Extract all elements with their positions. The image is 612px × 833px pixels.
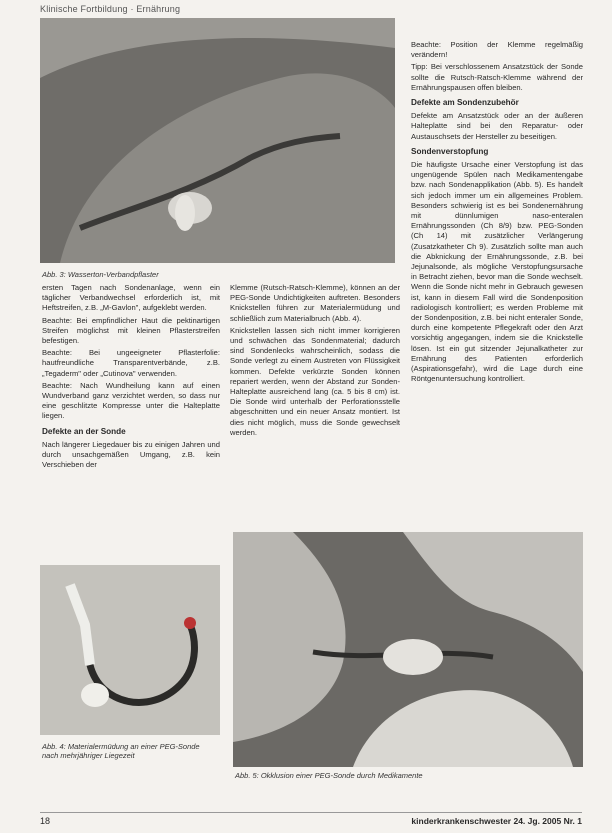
col1-paragraph: Beachte: Bei empfindlicher Haut die pektinartigen Streifen möglichst mit kleinen Pflasterstreifen befestigen. [42,315,220,346]
col1-paragraph: ersten Tagen nach Sondenanlage, wenn ein täglicher Verbandwechsel erforderlich ist, mit Heftstreifen, z.B. „M-Gavlon", aufgeklebt werden. [42,283,220,313]
figure-5-photo [233,532,583,767]
col3-tip: Tipp: Bei verschlossenem Ansatzstück der Sonde sollte die Rutsch-Ratsch-Klemme während der Ernährungspausen offen bleiben. [411,62,583,92]
col2-paragraph: Klemme (Rutsch-Ratsch-Klemme), können an der PEG-Sonde Undichtigkeiten auftreten. Besonders Knickstellen führen zur Materialermüdung und schließlich zum Materialbruch (Abb. 4). [230,283,400,323]
figure-5-image [233,532,583,767]
col1-heading: Defekte an der Sonde [42,426,126,436]
col2-paragraph: Knickstellen lassen sich nicht immer korrigieren und schwächen das Sondenmaterial; dadurch sind Sondenlecks wahrscheinlich, sodass die Sonde verlegt zu einem Austreten von Flüssigkeit kommen. Defekte verkürzte Sonden können repariert werden, wenn der Abstand zur Sonden-Halteplatte ausreichend lang (ca. 5 bis 8 cm) ist. Die Sonde wird unterhalb der Perforationsstelle abgeschnitten und ein neuer Ansatz montiert. Ist dies nicht möglich, muss die Sonde gewechselt werden. [230,325,400,437]
col3-heading-1: Defekte am Sondenzubehör [411,98,519,108]
col1-paragraph: Beachte: Nach Wundheilung kann auf einen Wundverband ganz verzichtet werden, so dass nur eine geschlitzte Kompresse unter die Halteplatte liegen. [42,380,220,421]
page-number: 18 [40,816,51,826]
col3-text-1: Defekte am Ansatzstück oder an der äußeren Halteplatte sind bei den Reparatur- oder Austauschsets der Hersteller zu beseitigen. [411,111,583,141]
col3-intro: Beachte: Position der Klemme regelmäßig verändern! [411,40,583,60]
figure-3-image [40,18,395,263]
column-2 [230,283,400,440]
figure-3-photo [40,18,395,263]
column-1 [42,283,220,472]
running-header: Klinische Fortbildung · Ernährung [40,4,181,14]
magazine-footer: kinderkrankenschwester 24. Jg. 2005 Nr. 1 [411,816,582,826]
figure-4-photo [40,565,220,735]
col1-paragraph: Nach längerer Liegedauer bis zu einigen Jahren und durch unsachgemäßen Umgang, z.B. kein Verschieben der [42,439,220,470]
col3-text-2: Die häufigste Ursache einer Verstopfung ist das ungenügende Spülen nach Medikamentengabe bzw. nach Sondenapplikation (Abb. 5). Es handelt sich jedoch immer um ein allgemeines Problem. Besonders schwierig ist es bei Sondenernährung mit dünnlumigen naso-enteralen Ernährungssonden (Ch 8/9) bzw. PEG-Sonden (Ch 14) mit zusätzlicher Verlängerung (Zusatzkatheter Ch 9). Zusätzlich sollte man auch die Abknickung der Ernährungssonde, z.B. bei Jejunalsonde, als mögliche Verstopfungsursache in Betracht ziehen, bevor man die Sonde wechselt. Wenn die Sonde nicht mehr in Gebrauch gewesen ist, kann in diesem Fall wird die Sondenposition radiologisch kontrolliert; es werden Probleme mit der Sondenposition, z.B. bei nicht enteraler Sonde, durch eine kompetente Pflegekraft oder den Arzt vorsichtig angegangen, indem sie die Knickstelle lösen. Ist ein gut sitzender Jejunalkatheter zur Ernährung des Patienten erforderlich (Aspirationsgefahr), wird die Lage durch eine Röntgenuntersuchung kontrolliert. [411,160,583,384]
col3-heading-2: Sondenverstopfung [411,146,489,156]
figure-4-image [40,565,220,735]
column-3 [411,40,583,387]
figure-5-caption: Abb. 5: Okklusion einer PEG-Sonde durch Medikamente [235,771,423,780]
col1-paragraph: Beachte: Bei ungeeigneter Pflasterfolie: hautfreundliche Transparentverbände, z.B. „Tegaderm" oder „Cutinova" verwenden. [42,348,220,378]
figure-3-caption: Abb. 3: Wasserton-Verbandpflaster [42,270,159,279]
footer-rule [40,812,582,813]
figure-4-caption: Abb. 4: Materialermüdung an einer PEG-Sonde nach mehrjähriger Liegezeit [42,742,200,760]
